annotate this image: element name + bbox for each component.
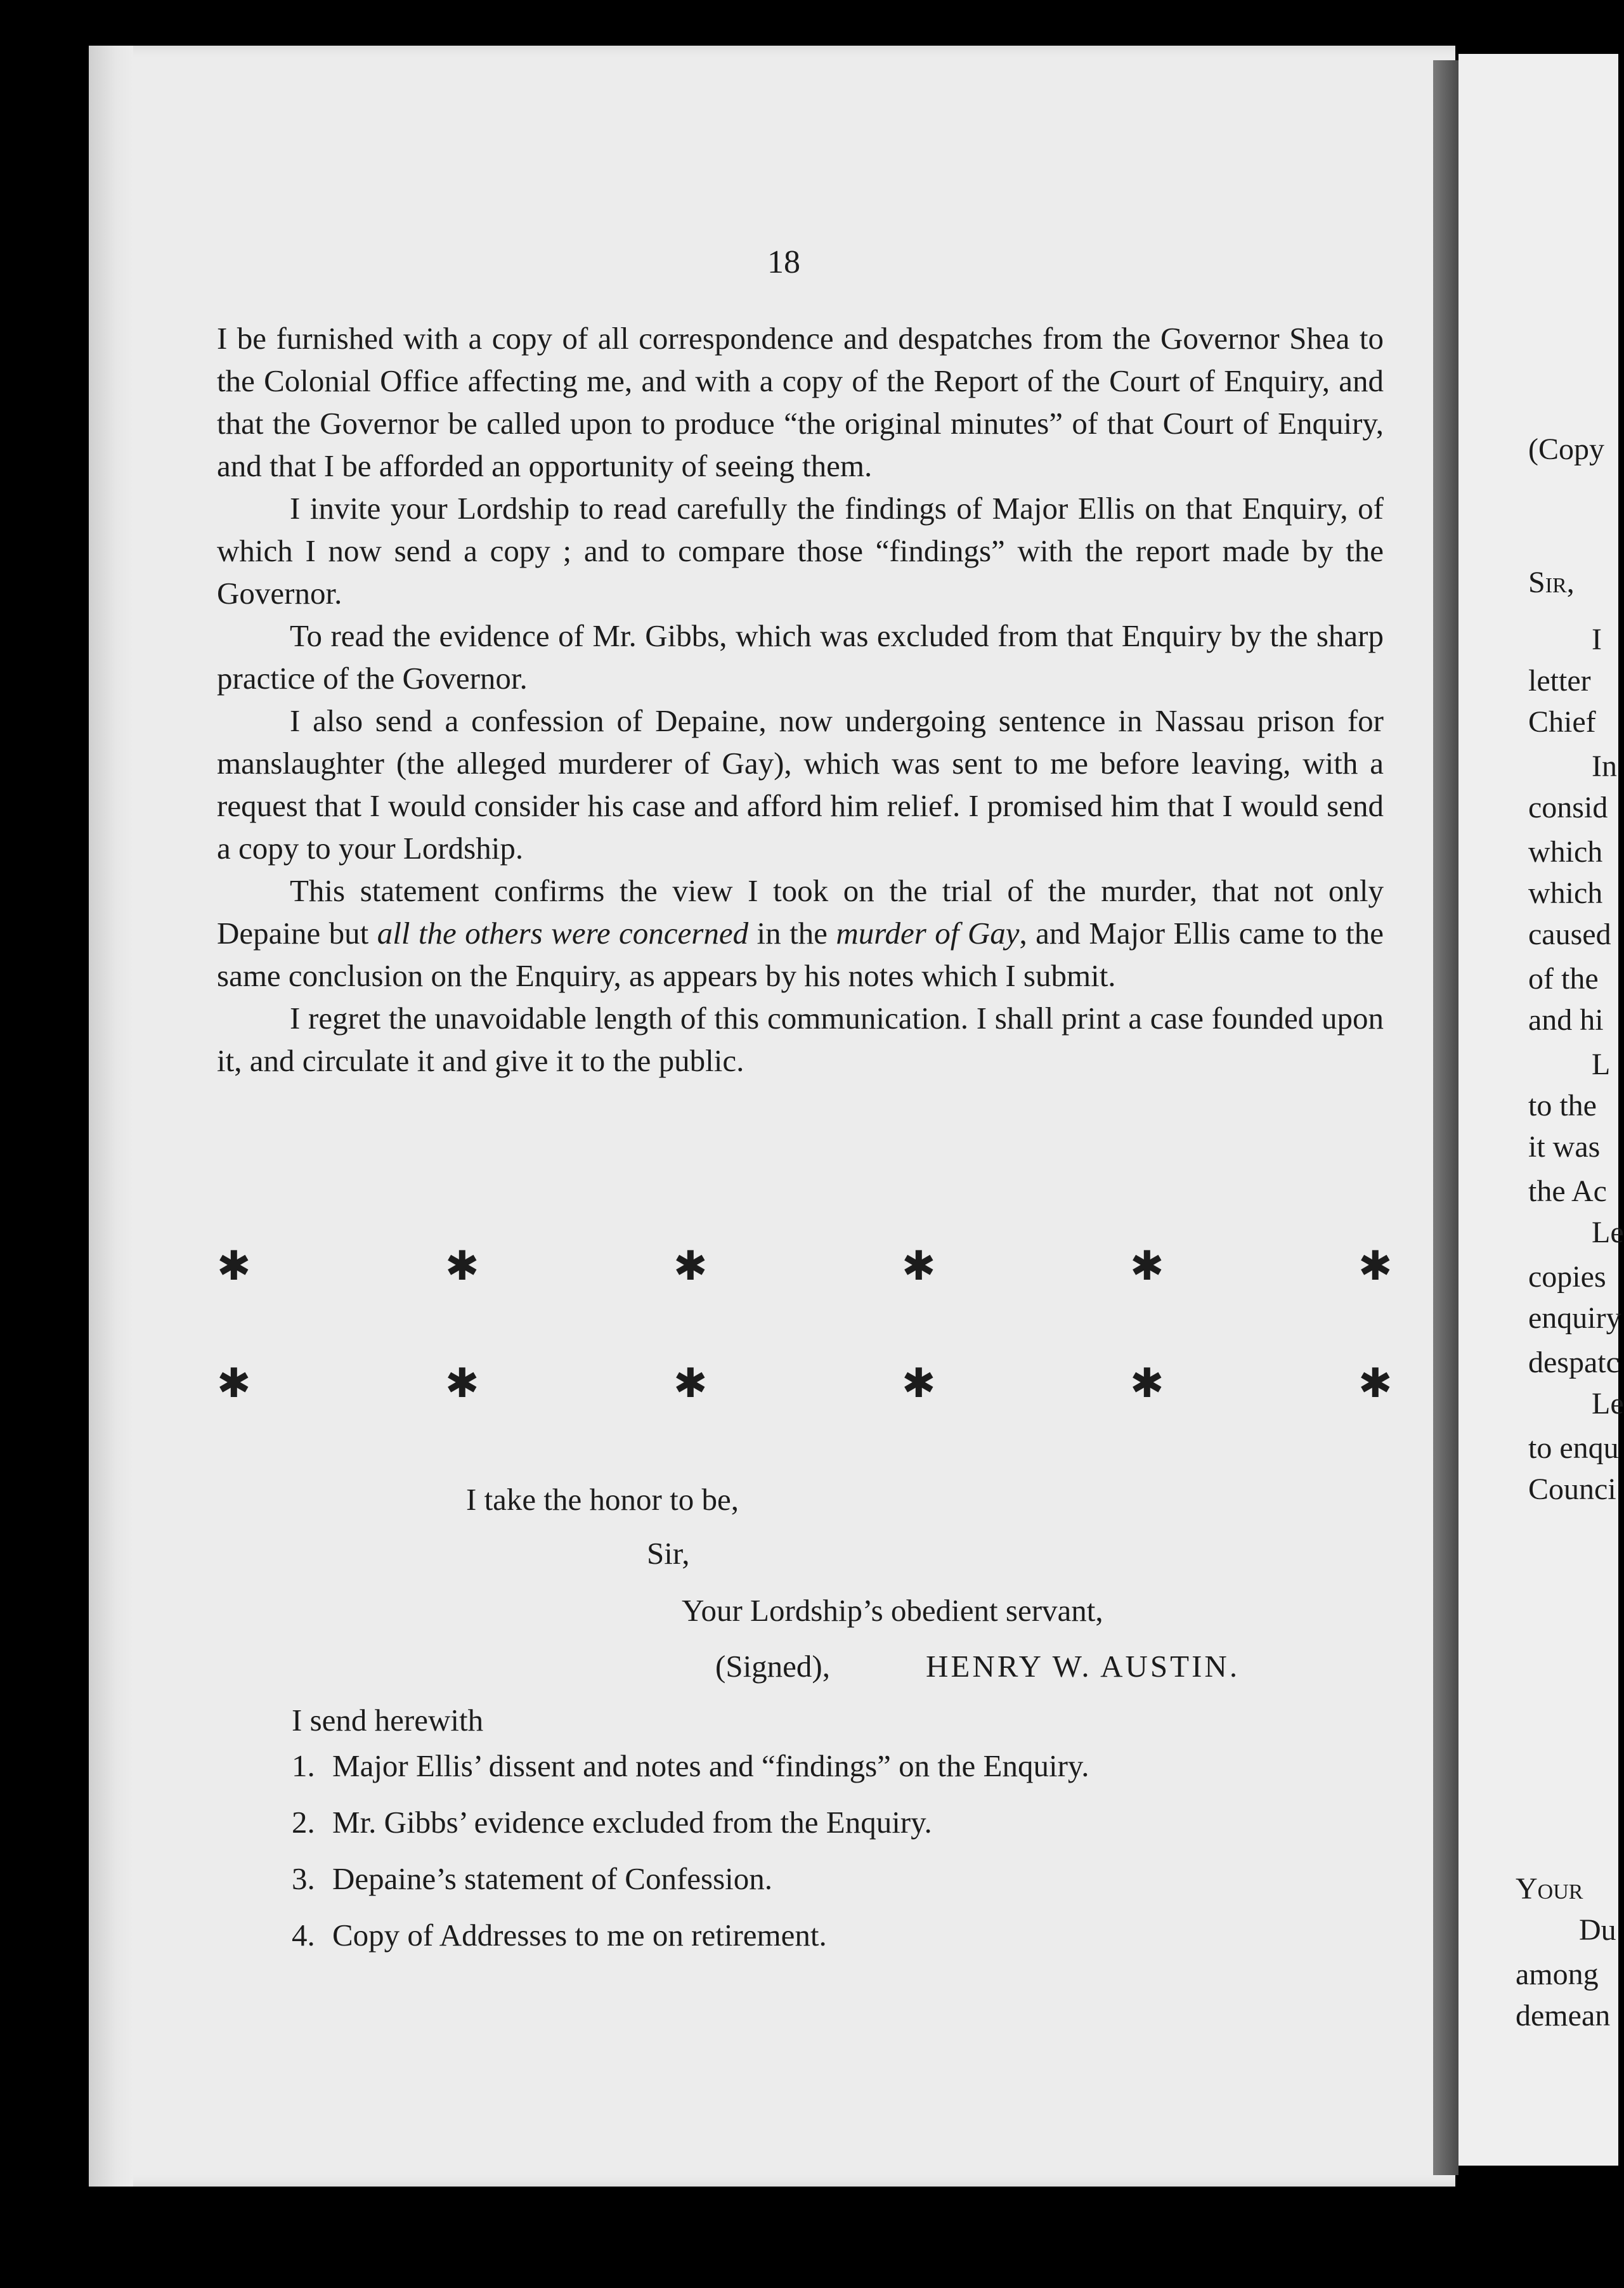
asterisk: ✱ xyxy=(217,1361,251,1406)
right-page-line: of the xyxy=(1528,962,1599,996)
paragraph xyxy=(217,869,1384,997)
right-page-line: Counci xyxy=(1528,1472,1616,1506)
right-page-line: Le xyxy=(1592,1216,1624,1249)
page-edge xyxy=(89,46,133,2187)
right-page-line: Le xyxy=(1592,1387,1624,1420)
right-page-line: which xyxy=(1528,876,1603,910)
book-gutter xyxy=(1433,60,1458,2175)
asterisk: ✱ xyxy=(902,1244,936,1289)
paragraph: I also send a confession of Depaine, now undergoing sentence in Nassau prison for manslaughter (the alleged murderer of Gay), which was sent to me before leaving, with a request that I would consider his case and afford him relief. I promised him that I would send a copy to your Lordship. xyxy=(217,703,1384,866)
paragraph-text: in the xyxy=(748,916,836,951)
item-text: Mr. Gibbs’ evidence excluded from the Enquiry. xyxy=(332,1805,932,1840)
item-text: Copy of Addresses to me on retirement. xyxy=(332,1918,827,1953)
emphasis-text: murder of Gay xyxy=(836,916,1020,951)
list-item xyxy=(292,1807,1089,1863)
asterisk: ✱ xyxy=(673,1244,708,1289)
item-number: 4. xyxy=(292,1918,315,1953)
asterisk: ✱ xyxy=(1358,1244,1393,1289)
right-page-line: among xyxy=(1516,1958,1599,1991)
enclosures-list xyxy=(292,1750,1089,1976)
right-page-line: to the xyxy=(1528,1089,1597,1122)
closing-salutation: Sir, xyxy=(647,1536,690,1571)
list-item xyxy=(292,1920,1089,1976)
paragraph: I invite your Lordship to read carefully the findings of Major Ellis on that Enquiry, of which I now send a copy ; and to compare those “findings” with the report made by the Governor. xyxy=(217,491,1384,611)
right-page-line: (Copy xyxy=(1528,432,1604,466)
asterisk: ✱ xyxy=(445,1361,479,1406)
right-page-line: consid xyxy=(1528,791,1608,824)
list-item xyxy=(292,1750,1089,1807)
right-page-line: Your xyxy=(1516,1872,1583,1906)
enclosures-intro: I send herewith xyxy=(292,1703,484,1738)
right-page-line: demean xyxy=(1516,1999,1611,2032)
right-page-line: In xyxy=(1592,750,1617,783)
right-page-line: the Ac xyxy=(1528,1174,1607,1208)
signature-name: HENRY W. AUSTIN. xyxy=(926,1649,1240,1684)
right-page-line: and hi xyxy=(1528,1003,1604,1037)
asterisk: ✱ xyxy=(1358,1361,1393,1406)
page-number: 18 xyxy=(767,244,800,280)
closing-line: I take the honor to be, xyxy=(466,1482,739,1517)
asterisk-row xyxy=(217,1244,1393,1289)
right-page-line: it was xyxy=(1528,1130,1601,1164)
right-page-line: L xyxy=(1592,1048,1611,1081)
asterisk: ✱ xyxy=(217,1244,251,1289)
asterisk: ✱ xyxy=(673,1361,708,1406)
asterisk: ✱ xyxy=(1130,1244,1164,1289)
right-page-line: Chief xyxy=(1528,705,1596,739)
item-number: 3. xyxy=(292,1861,315,1896)
right-page-line: which xyxy=(1528,835,1603,869)
right-page-line: I xyxy=(1592,623,1602,656)
paragraph: I regret the unavoidable length of this communication. I shall print a case founded upon it, and circulate it and give it to the public. xyxy=(217,1001,1384,1078)
right-page-line: to enqu xyxy=(1528,1431,1619,1465)
list-item xyxy=(292,1863,1089,1920)
paragraph-text: This statement confirms the view I took on the trial of the murder, that not only Depaine but xyxy=(217,873,1384,951)
right-page-line: letter xyxy=(1528,664,1591,698)
item-text: Depaine’s statement of Confession. xyxy=(332,1861,773,1896)
paragraph: I be furnished with a copy of all correspondence and despatches from the Governor Shea to the Colonial Office affecting me, and with a copy of the Report of the Court of Enquiry, and that the Governor be called upon to produce “the original minutes” of that Court of Enquiry, and that I be afforded an opportunity of seeing them. xyxy=(217,321,1384,483)
signed-label: (Signed), xyxy=(715,1649,830,1684)
right-page-line: caused xyxy=(1528,918,1611,951)
letter-body xyxy=(217,317,1384,1082)
paragraph: To read the evidence of Mr. Gibbs, which was excluded from that Enquiry by the sharp practice of the Governor. xyxy=(217,618,1384,696)
asterisk: ✱ xyxy=(902,1361,936,1406)
paragraph-text: , and Major Ellis came to the same conclusion on the Enquiry, as appears by his notes which I submit. xyxy=(217,916,1384,993)
item-number: 1. xyxy=(292,1748,315,1783)
emphasis-text: all the others were concerned xyxy=(377,916,749,951)
right-page-line: Du xyxy=(1579,1913,1616,1947)
item-text: Major Ellis’ dissent and notes and “findings” on the Enquiry. xyxy=(332,1748,1089,1783)
asterisk-row xyxy=(217,1361,1393,1406)
right-page xyxy=(1458,54,1624,2166)
right-page-line: despatc xyxy=(1528,1346,1620,1379)
item-number: 2. xyxy=(292,1805,315,1840)
right-page-line: enquiry xyxy=(1528,1301,1621,1335)
asterisk: ✱ xyxy=(1130,1361,1164,1406)
asterisk: ✱ xyxy=(445,1244,479,1289)
closing-line: Your Lordship’s obedient servant, xyxy=(682,1593,1103,1628)
right-page-line: Sir, xyxy=(1528,566,1575,599)
right-page-line: copies xyxy=(1528,1260,1606,1294)
